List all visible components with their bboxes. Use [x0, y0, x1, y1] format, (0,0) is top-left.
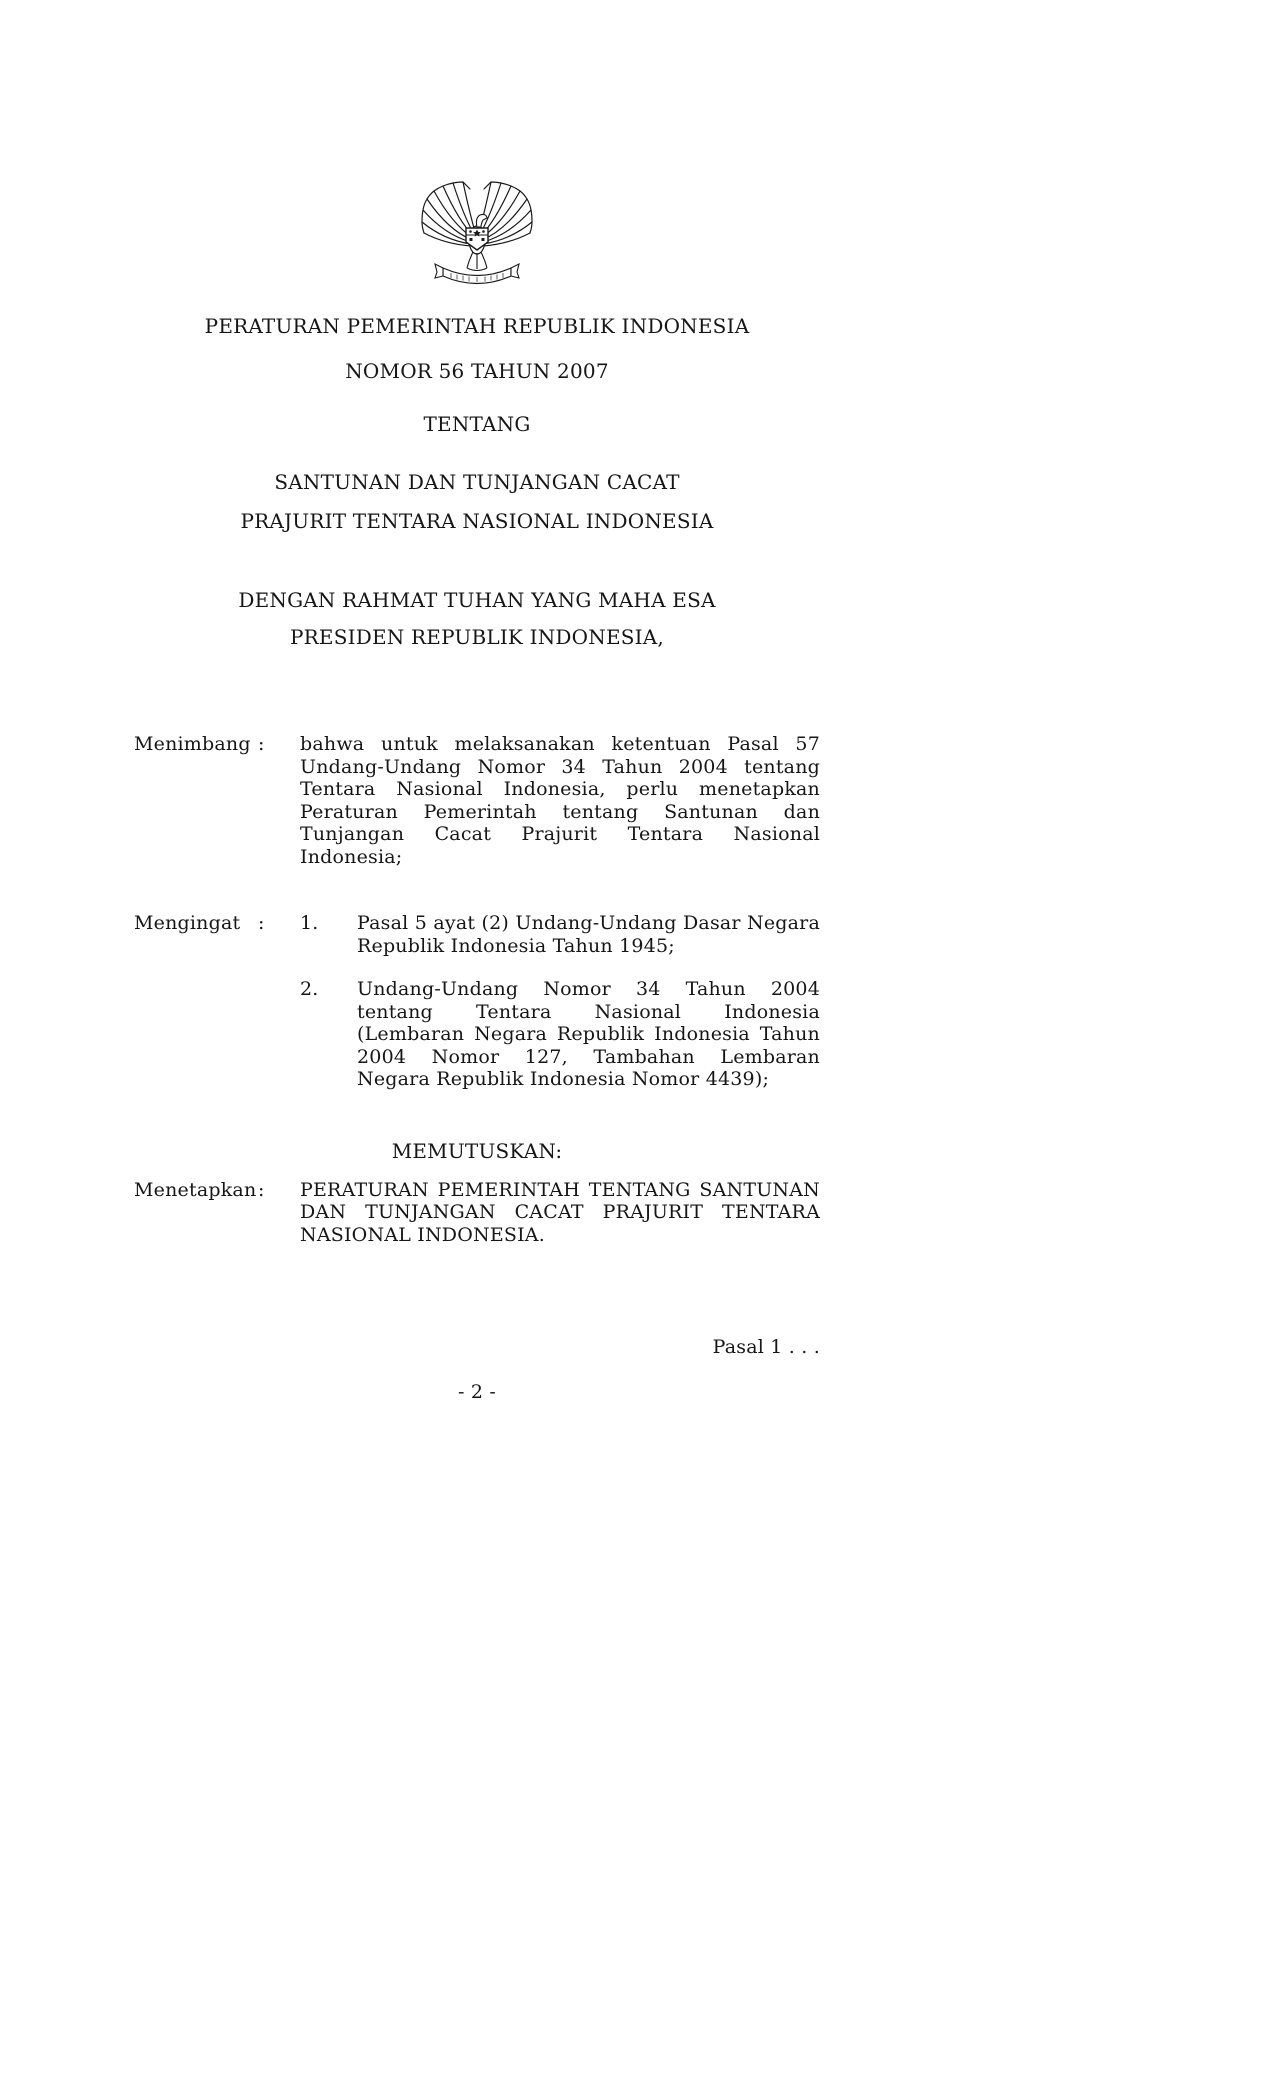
menetapkan-label: Menetapkan — [134, 1178, 257, 1201]
menimbang-section — [134, 733, 820, 868]
mengingat-item-number: 2. — [300, 978, 319, 1000]
mengingat-item-text: Pasal 5 ayat (2) Undang-Undang Dasar Negara Republik Indonesia Tahun 1945; — [357, 912, 820, 957]
invocation-line: DENGAN RAHMAT TUHAN YANG MAHA ESA — [238, 588, 716, 612]
mengingat-label: Mengingat — [134, 912, 241, 934]
menimbang-colon: : — [258, 733, 265, 755]
garuda-pancasila-emblem — [419, 180, 535, 292]
catchword: Pasal 1 . . . — [712, 1336, 820, 1358]
subject-line-2: PRAJURIT TENTARA NASIONAL INDONESIA — [240, 509, 714, 533]
issuer-line: PRESIDEN REPUBLIK INDONESIA, — [290, 625, 664, 649]
doc-title-line-1: PERATURAN PEMERINTAH REPUBLIK INDONESIA — [204, 314, 750, 338]
mengingat-colon: : — [258, 912, 265, 934]
menetapkan-section — [134, 1179, 820, 1247]
mengingat-section — [134, 912, 820, 1091]
menetapkan-colon: : — [258, 1178, 265, 1201]
menetapkan-text: PERATURAN PEMERINTAH TENTANG SANTUNAN DAN TUNJANGAN CACAT PRAJURIT TENTARA NASIONAL INDONESIA. — [300, 1178, 820, 1246]
mengingat-item-text: Undang-Undang Nomor 34 Tahun 2004 tentang Tentara Nasional Indonesia (Lembaran Negara Republik Indonesia Tahun 2004 Nomor 127, Tambahan Lembaran Negara Republik Indonesia Nomor 4439); — [357, 978, 820, 1090]
memutuskan-heading: MEMUTUSKAN: — [391, 1138, 563, 1163]
document-content — [134, 0, 820, 1403]
menimbang-text: bahwa untuk melaksanakan ketentuan Pasal 57 Undang-Undang Nomor 34 Tahun 2004 tentang Tentara Nasional Indonesia, perlu menetapkan Peraturan Pemerintah tentang Santunan dan Tunjangan Cacat Prajurit Tentara Nasional Indonesia; — [300, 733, 820, 868]
mengingat-item — [300, 912, 820, 957]
subject-line-1: SANTUNAN DAN TUNJANGAN CACAT — [274, 470, 680, 494]
mengingat-item — [300, 978, 820, 1091]
mengingat-item-number: 1. — [300, 912, 319, 934]
tentang-label: TENTANG — [423, 412, 531, 436]
mengingat-items — [300, 912, 820, 1091]
doc-number: NOMOR 56 TAHUN 2007 — [345, 359, 609, 383]
page-number: - 2 - — [457, 1380, 496, 1403]
menimbang-label: Menimbang — [134, 733, 251, 755]
